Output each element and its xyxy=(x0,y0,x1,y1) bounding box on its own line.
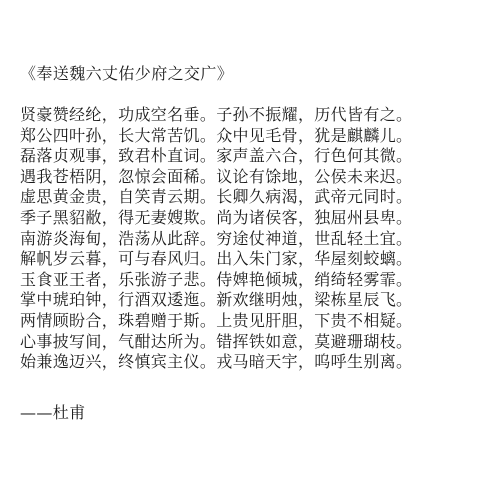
poem-line: 虚思黄金贵，自笑青云期。长卿久病渴，武帝元同时。 xyxy=(20,187,413,207)
poem-line: 磊落贞观事，致君朴直词。家声盖六合，行色何其微。 xyxy=(20,146,413,166)
poem-line: 两情顾盼合，珠碧赠于斯。上贵见肝胆，下贵不相疑。 xyxy=(20,310,413,330)
poem-line: 季子黑貂敝，得无妻嫂欺。尚为诸侯客，独屈州县卑。 xyxy=(20,207,413,227)
poem-author: ——杜甫 xyxy=(20,403,86,422)
poem-line: 始兼逸迈兴，终慎宾主仪。戎马暗天宇，呜呼生别离。 xyxy=(20,352,413,372)
poem-line: 解帆岁云暮，可与春风归。出入朱门家，华屋刻蛟螭。 xyxy=(20,249,413,269)
poem-body xyxy=(20,105,490,373)
poem-line: 遇我苍梧阴，忽惊会面稀。议论有馀地，公侯未来迟。 xyxy=(20,166,413,186)
poem-line: 南游炎海甸，浩荡从此辞。穷途仗神道，世乱轻土宜。 xyxy=(20,228,413,248)
poem-line: 贤豪赞经纶，功成空名垂。子孙不振耀，历代皆有之。 xyxy=(20,105,413,124)
poem-line: 郑公四叶孙，长大常苦饥。众中见毛骨，犹是麒麟儿。 xyxy=(20,125,413,145)
poem-line: 心事披写间，气酣达所为。错挥铁如意，莫避珊瑚枝。 xyxy=(20,331,413,351)
poem-title: 《奉送魏六丈佑少府之交广》 xyxy=(20,64,234,83)
poem-line: 玉食亚王者，乐张游子悲。侍婢艳倾城，绡绮轻雾霏。 xyxy=(20,269,413,289)
poem-line: 掌中琥珀钟，行酒双逶迤。新欢继明烛，梁栋星辰飞。 xyxy=(20,290,413,310)
